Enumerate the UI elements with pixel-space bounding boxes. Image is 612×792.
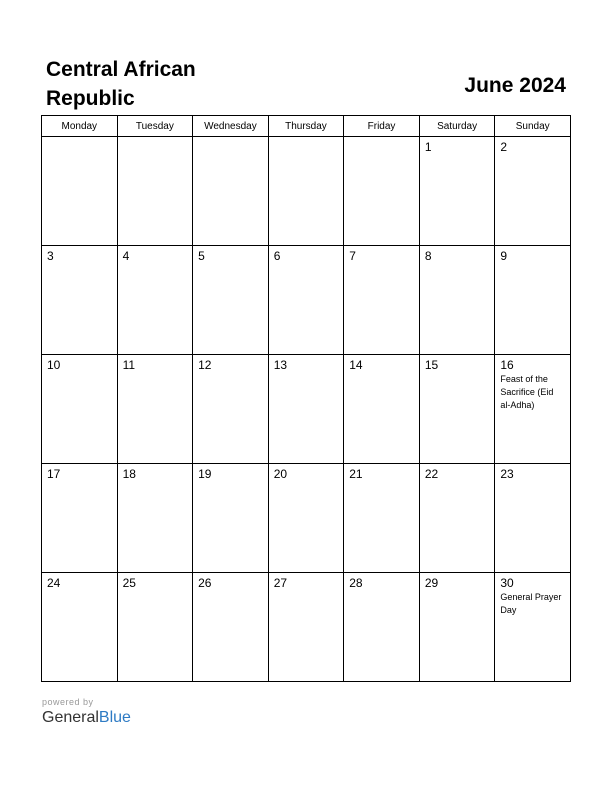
day-number: 4	[122, 249, 130, 263]
day-number: 17	[47, 467, 61, 481]
day-cell	[117, 246, 193, 355]
calendar-grid	[41, 115, 571, 682]
day-cell	[495, 464, 571, 573]
day-number: 10	[47, 358, 61, 372]
day-cell	[117, 464, 193, 573]
weekday-wednesday: Wednesday	[193, 116, 269, 137]
day-cell	[344, 355, 420, 464]
week-row	[42, 355, 571, 464]
brand-general: General	[42, 709, 99, 726]
day-number: 29	[424, 576, 439, 590]
powered-by-label: powered by	[42, 697, 94, 707]
day-number: 8	[424, 249, 432, 263]
day-number: 28	[349, 576, 363, 590]
day-cell	[117, 573, 193, 682]
day-number: 9	[500, 249, 508, 263]
day-number: 5	[198, 249, 205, 263]
day-cell	[42, 573, 118, 682]
day-cell	[419, 355, 495, 464]
day-cell	[268, 573, 344, 682]
footer	[42, 697, 131, 728]
day-cell	[419, 246, 495, 355]
day-cell	[495, 246, 571, 355]
day-cell	[42, 355, 118, 464]
day-cell	[193, 137, 269, 246]
holiday-label: General Prayer Day	[500, 592, 562, 615]
day-cell	[419, 573, 495, 682]
day-number: 21	[349, 467, 363, 481]
day-number: 30	[500, 576, 514, 590]
day-cell	[193, 573, 269, 682]
holiday-label: Feast of the Sacrifice (Eid al-Adha)	[500, 374, 554, 410]
day-number: 12	[198, 358, 212, 372]
day-number: 24	[47, 576, 61, 590]
day-number: 6	[273, 249, 281, 263]
day-cell	[344, 464, 420, 573]
day-number: 26	[198, 576, 212, 590]
day-cell	[344, 573, 420, 682]
brand-blue: Blue	[98, 709, 131, 726]
day-cell	[495, 137, 571, 246]
day-cell	[419, 137, 495, 246]
generalblue-logo[interactable]	[42, 708, 131, 728]
weekday-friday: Friday	[344, 116, 420, 137]
day-number: 27	[273, 576, 288, 590]
day-cell	[495, 573, 571, 682]
week-row	[42, 464, 571, 573]
week-row	[42, 246, 571, 355]
weekday-monday: Monday	[42, 116, 118, 137]
title-line-2: Republic	[46, 87, 135, 110]
day-number: 15	[424, 358, 439, 372]
day-number: 18	[122, 467, 136, 481]
title-line-1: Central African	[46, 58, 196, 81]
day-cell	[419, 464, 495, 573]
day-cell	[268, 137, 344, 246]
day-number: 3	[47, 249, 54, 263]
day-number: 1	[424, 140, 432, 154]
day-cell	[268, 246, 344, 355]
calendar-title	[46, 55, 306, 113]
weekday-thursday: Thursday	[268, 116, 344, 137]
weekday-tuesday: Tuesday	[117, 116, 193, 137]
day-number: 19	[198, 467, 212, 481]
day-cell	[495, 355, 571, 464]
day-cell	[42, 464, 118, 573]
week-row	[42, 137, 571, 246]
day-cell	[42, 137, 118, 246]
day-number: 20	[273, 467, 288, 481]
day-cell	[42, 246, 118, 355]
day-number: 23	[500, 467, 514, 481]
day-cell	[193, 246, 269, 355]
day-number: 16	[500, 358, 514, 372]
day-number: 11	[122, 358, 136, 372]
day-number: 13	[273, 358, 288, 372]
day-cell	[268, 464, 344, 573]
weekday-sunday: Sunday	[495, 116, 571, 137]
calendar-body	[42, 137, 571, 682]
day-cell	[117, 137, 193, 246]
day-number: 22	[424, 467, 439, 481]
day-number: 14	[349, 358, 363, 372]
weekday-saturday: Saturday	[419, 116, 495, 137]
day-number: 2	[500, 140, 508, 154]
month-label: June 2024	[464, 74, 566, 97]
day-number: 7	[349, 249, 356, 263]
day-cell	[344, 137, 420, 246]
day-number: 25	[122, 576, 136, 590]
day-cell	[268, 355, 344, 464]
day-cell	[193, 464, 269, 573]
day-cell	[344, 246, 420, 355]
day-cell	[193, 355, 269, 464]
weekday-header-row	[42, 116, 571, 137]
day-cell	[117, 355, 193, 464]
week-row	[42, 573, 571, 682]
